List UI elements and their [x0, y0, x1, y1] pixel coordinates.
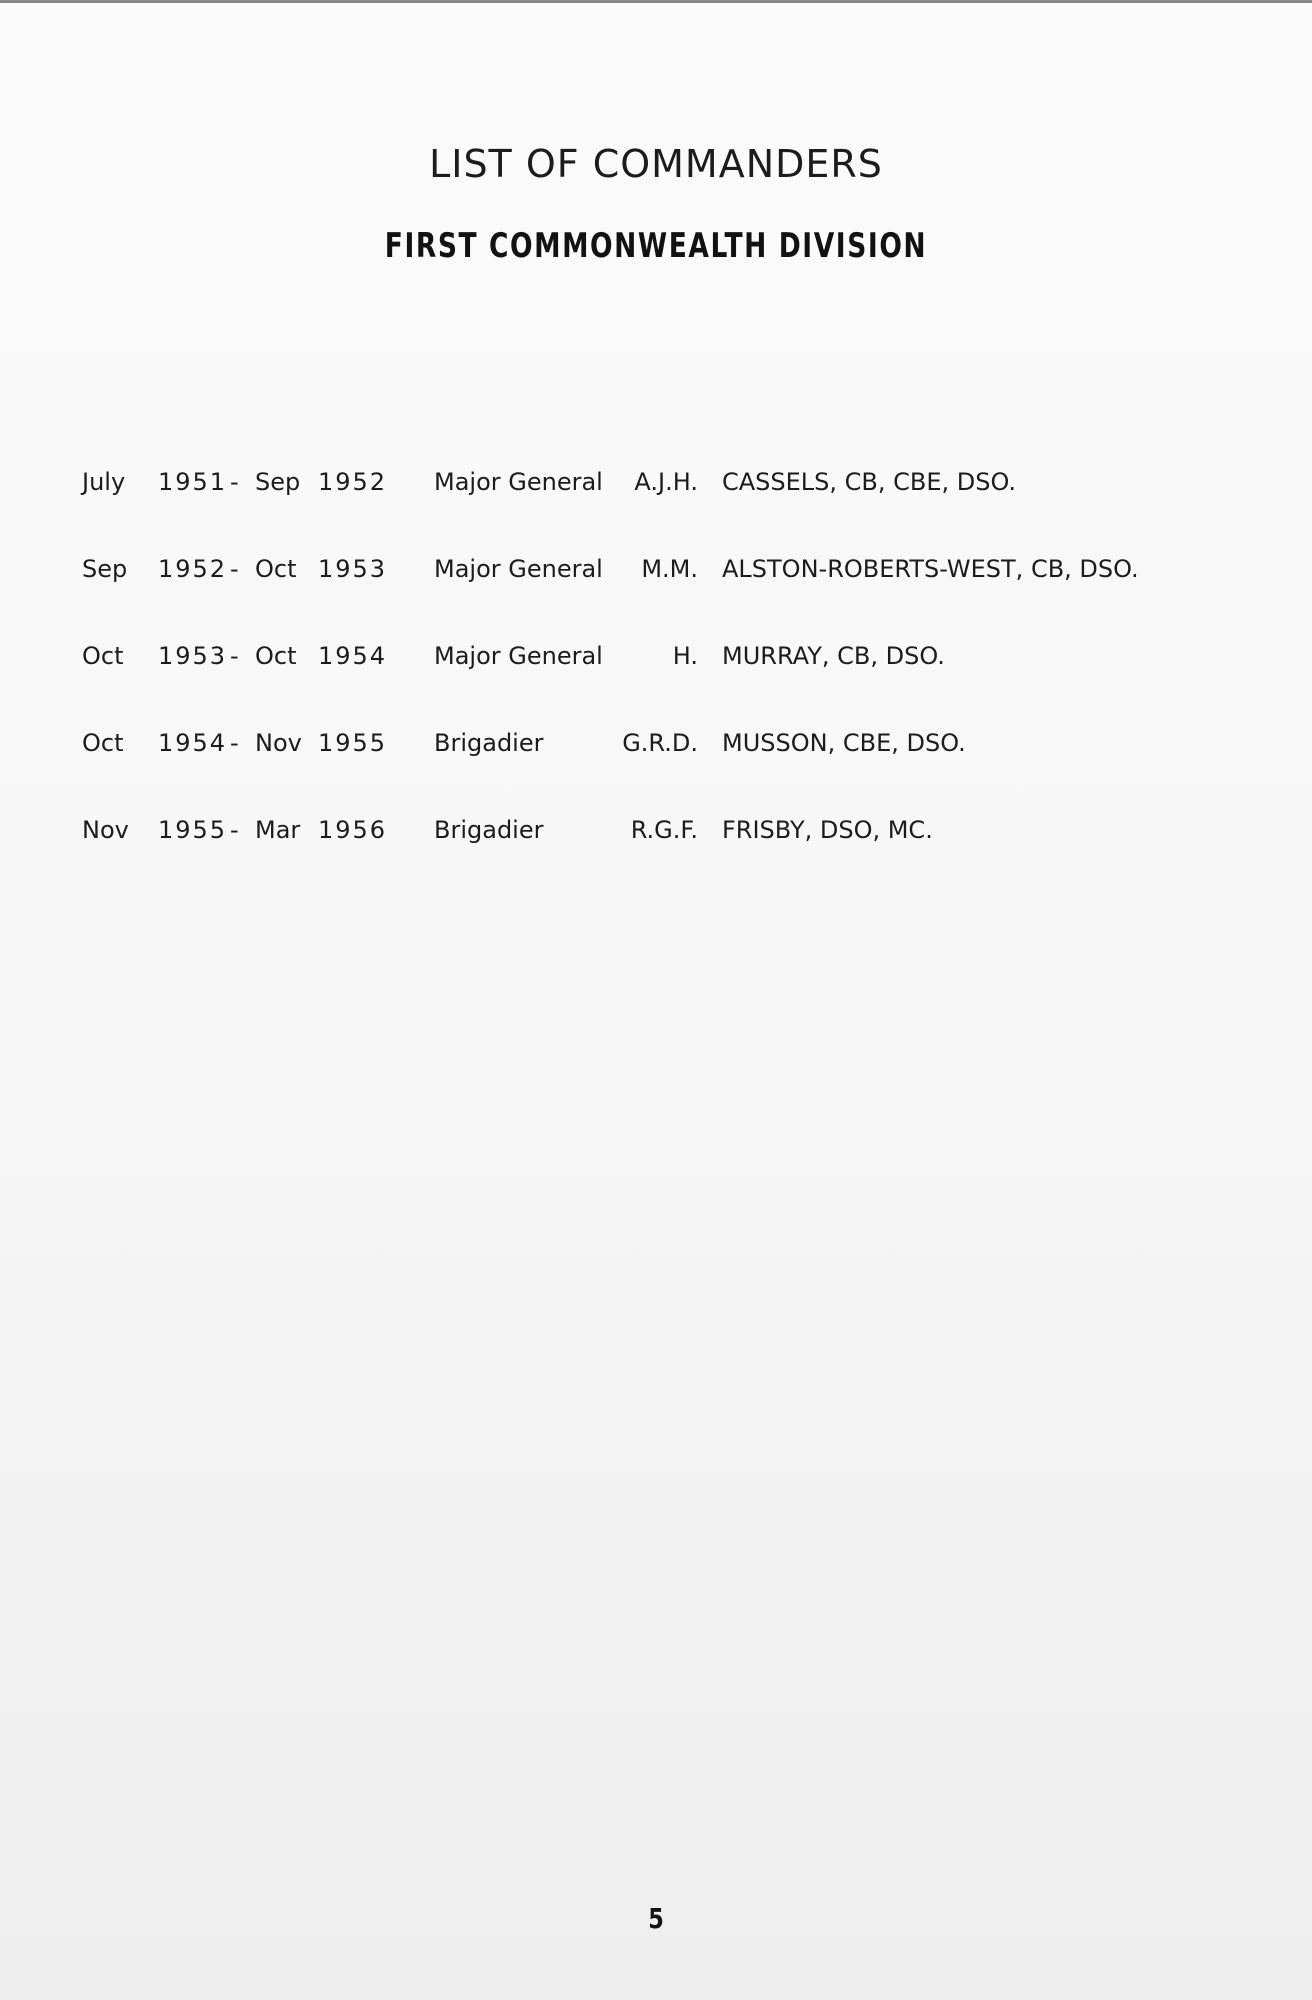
page-title: LIST OF COMMANDERS — [429, 142, 883, 186]
page-subtitle: FIRST COMMONWEALTH DIVISION — [384, 226, 928, 266]
from-year: 1952 — [158, 555, 228, 583]
date-dash: - — [230, 468, 239, 496]
commander-name: FRISBY, DSO, MC. — [722, 816, 933, 844]
commanders-list — [0, 468, 1312, 903]
commander-name: ALSTON-ROBERTS-WEST, CB, DSO. — [722, 555, 1139, 583]
from-month: Sep — [82, 555, 128, 583]
commander-initials: G.R.D. — [622, 729, 698, 757]
from-month: July — [82, 468, 126, 496]
commander-rank: Major General — [434, 555, 603, 583]
to-month: Oct — [255, 555, 297, 583]
commander-rank: Major General — [434, 642, 603, 670]
from-year: 1953 — [158, 642, 228, 670]
from-year: 1951 — [158, 468, 228, 496]
date-dash: - — [230, 642, 239, 670]
to-year: 1954 — [318, 642, 388, 670]
commander-row — [0, 729, 1312, 816]
to-year: 1955 — [318, 729, 388, 757]
commander-initials: M.M. — [641, 555, 698, 583]
from-year: 1955 — [158, 816, 228, 844]
to-year: 1952 — [318, 468, 388, 496]
from-year: 1954 — [158, 729, 228, 757]
commander-row — [0, 816, 1312, 903]
commander-initials: H. — [672, 642, 698, 670]
to-month: Sep — [255, 468, 301, 496]
date-dash: - — [230, 555, 239, 583]
commander-rank: Brigadier — [434, 729, 544, 757]
commander-rank: Brigadier — [434, 816, 544, 844]
commander-row — [0, 555, 1312, 642]
commander-initials: A.J.H. — [634, 468, 698, 496]
commander-name: CASSELS, CB, CBE, DSO. — [722, 468, 1017, 496]
date-dash: - — [230, 816, 239, 844]
from-month: Oct — [82, 642, 124, 670]
commander-initials: R.G.F. — [630, 816, 698, 844]
commander-row — [0, 642, 1312, 729]
to-month: Mar — [255, 816, 301, 844]
to-year: 1956 — [318, 816, 388, 844]
to-month: Nov — [255, 729, 302, 757]
commander-name: MURRAY, CB, DSO. — [722, 642, 945, 670]
date-dash: - — [230, 729, 239, 757]
commander-row — [0, 468, 1312, 555]
from-month: Nov — [82, 816, 129, 844]
to-year: 1953 — [318, 555, 388, 583]
commander-rank: Major General — [434, 468, 603, 496]
page-top-edge — [0, 0, 1312, 3]
page-number: 5 — [648, 1902, 664, 1935]
commander-name: MUSSON, CBE, DSO. — [722, 729, 966, 757]
to-month: Oct — [255, 642, 297, 670]
from-month: Oct — [82, 729, 124, 757]
